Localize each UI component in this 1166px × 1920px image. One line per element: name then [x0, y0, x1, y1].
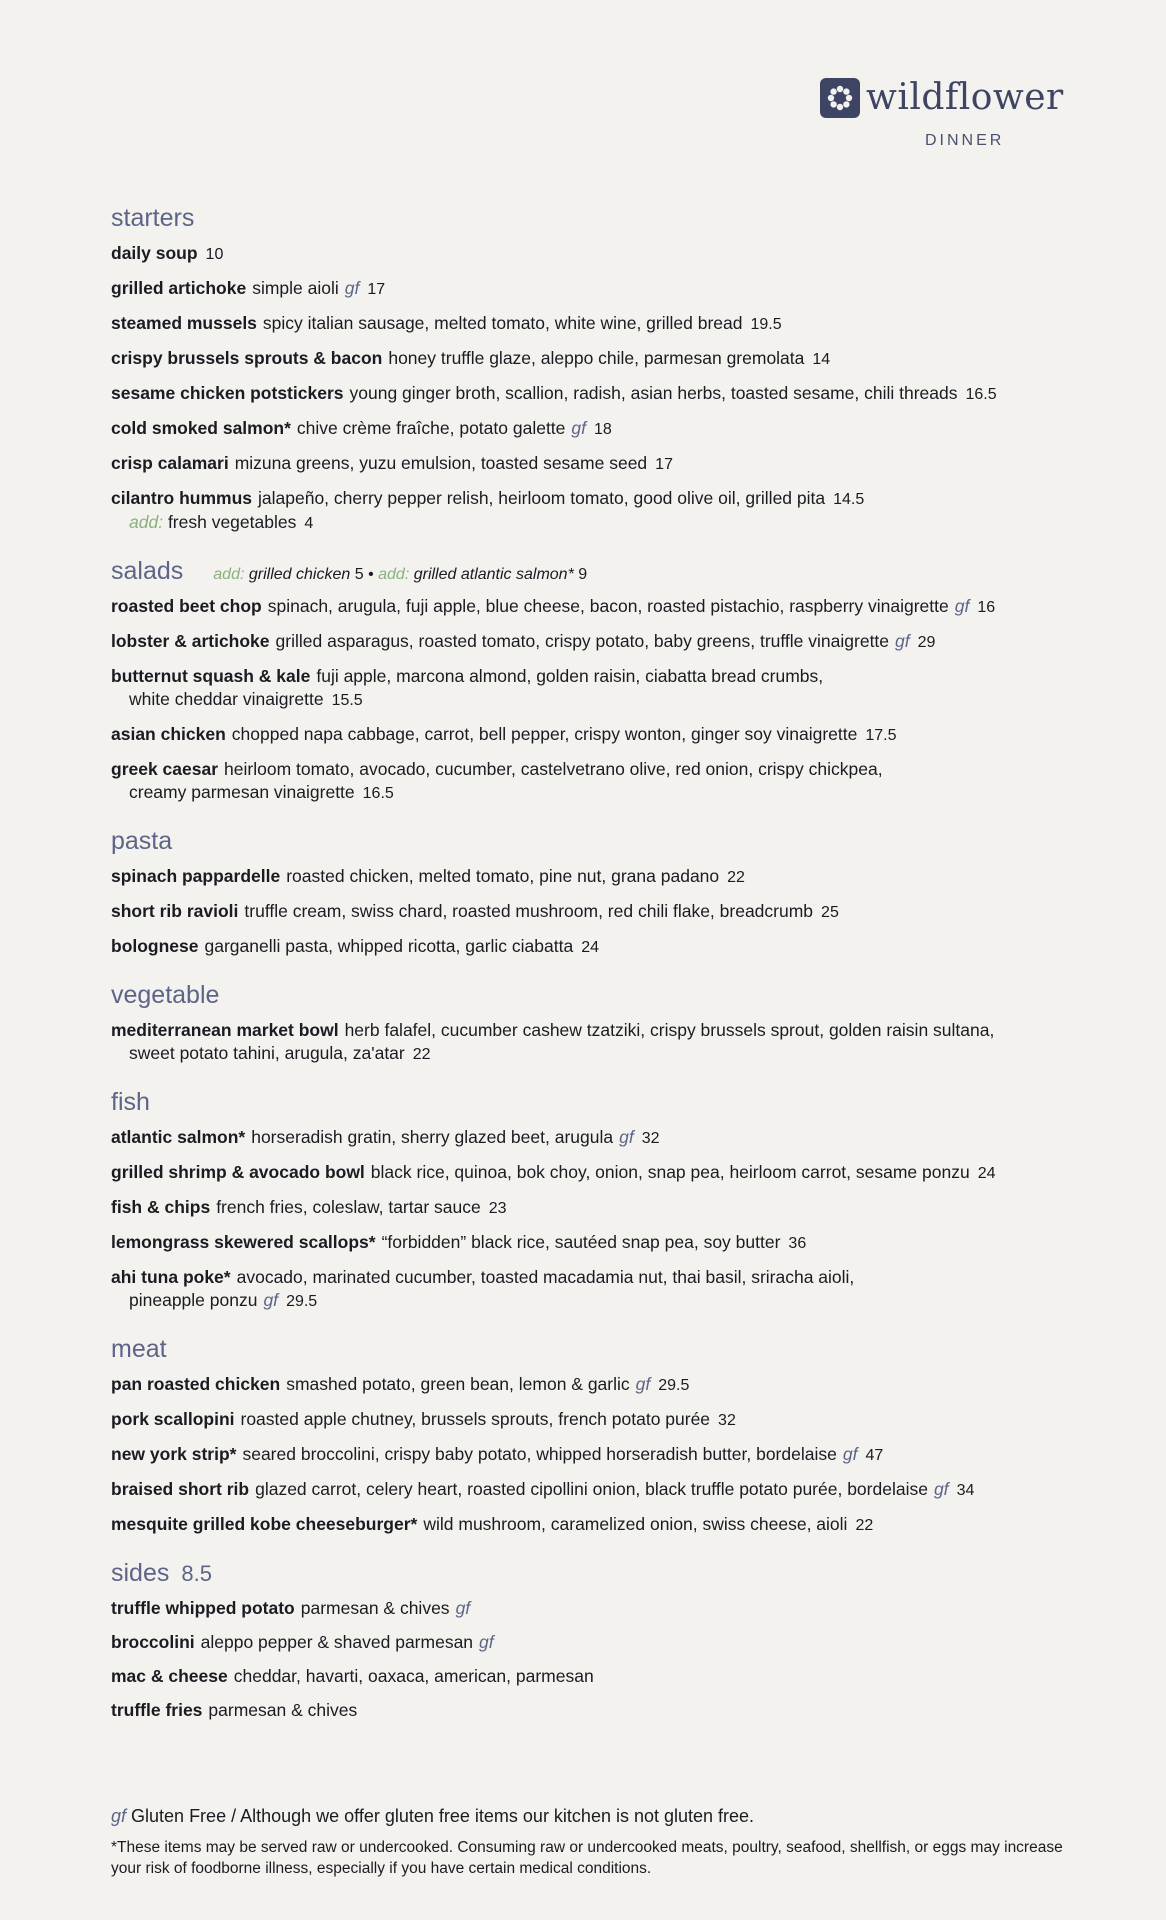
item-description-cont: sweet potato tahini, arugula, za'atar [129, 1043, 405, 1063]
item-description: garganelli pasta, whipped ricotta, garlic ciabatta [204, 936, 574, 956]
item-price: 47 [865, 1447, 884, 1464]
section-title: fish [111, 1088, 150, 1116]
gluten-free-mark: gf [895, 631, 910, 651]
brand-name: wildflower [866, 77, 1064, 118]
item-description: spicy italian sausage, melted tomato, white wine, grilled bread [262, 313, 743, 333]
menu-item [111, 630, 1111, 654]
item-price: 10 [205, 246, 224, 263]
add-on-price: 4 [304, 515, 314, 532]
menu-item [111, 595, 1111, 619]
menu-item [111, 417, 1111, 441]
item-name: mesquite grilled kobe cheeseburger* [111, 1514, 418, 1534]
menu-item [111, 382, 1111, 406]
item-name: daily soup [111, 243, 198, 263]
item-price: 14.5 [833, 491, 865, 508]
item-name: truffle whipped potato [111, 1598, 295, 1618]
item-name: ahi tuna poke* [111, 1267, 231, 1287]
section-title: meat [111, 1335, 167, 1363]
item-description: parmesan & chives [300, 1598, 450, 1618]
gluten-free-mark: gf [111, 1806, 127, 1826]
menu-item [111, 1408, 1111, 1432]
salad-add-ons [213, 566, 587, 584]
item-name: cold smoked salmon* [111, 418, 291, 438]
menu-item [111, 1019, 1111, 1066]
item-price: 19.5 [750, 316, 782, 333]
section-price: 8.5 [181, 1561, 212, 1586]
menu-item [111, 665, 1111, 712]
item-price: 14 [812, 351, 831, 368]
menu-item [111, 347, 1111, 371]
gluten-free-mark: gf [344, 278, 360, 298]
item-name: fish & chips [111, 1197, 211, 1217]
menu-subtitle: DINNER [925, 132, 1005, 149]
item-name: crispy brussels sprouts & bacon [111, 348, 383, 368]
item-name: truffle fries [111, 1700, 203, 1720]
item-description: wild mushroom, caramelized onion, swiss cheese, aioli [423, 1514, 848, 1534]
add-on-price: 9 [578, 566, 588, 583]
gluten-free-mark: gf [479, 1632, 494, 1652]
item-description: glazed carrot, celery heart, roasted cipollini onion, black truffle potato purée, bordelaise [255, 1479, 928, 1499]
menu-item [111, 900, 1111, 924]
item-price: 36 [788, 1235, 807, 1252]
menu-item [111, 452, 1111, 476]
menu-item [111, 487, 1111, 535]
raw-food-disclaimer: *These items may be served raw or undercooked. Consuming raw or undercooked meats, poultry, seafood, shellfish, or eggs may increase your risk of foodborne illness, especially if you have certain medical conditions. [111, 1839, 1063, 1877]
item-price: 24 [977, 1165, 996, 1182]
item-name: lobster & artichoke [111, 631, 270, 651]
item-description: chive crème fraîche, potato galette [296, 418, 566, 438]
item-price: 32 [718, 1412, 736, 1429]
item-description: young ginger broth, scallion, radish, asian herbs, toasted sesame, chili threads [349, 383, 958, 403]
item-price: 22 [855, 1517, 874, 1534]
item-name: short rib ravioli [111, 901, 239, 921]
section-salads [111, 553, 1111, 805]
menu-item [111, 1699, 1111, 1722]
menu-item [111, 758, 1111, 805]
item-description: roasted chicken, melted tomato, pine nut, grana padano [286, 866, 720, 886]
item-name: asian chicken [111, 724, 226, 744]
item-name: spinach pappardelle [111, 866, 281, 886]
item-price: 24 [581, 939, 600, 956]
item-name: grilled artichoke [111, 278, 247, 298]
menu-item [111, 277, 1111, 301]
add-on-line [111, 511, 1111, 535]
item-price: 18 [594, 421, 612, 438]
menu-item [111, 1196, 1111, 1220]
gluten-free-mark: gf [455, 1598, 471, 1618]
item-description: mizuna greens, yuzu emulsion, toasted sesame seed [234, 453, 648, 473]
gluten-free-mark: gf [571, 418, 587, 438]
item-description: spinach, arugula, fuji apple, blue cheese, bacon, roasted pistachio, raspberry vinaigrette [267, 596, 949, 616]
item-name: mediterranean market bowl [111, 1020, 339, 1040]
item-name: crisp calamari [111, 453, 229, 473]
section-title: salads [111, 557, 184, 585]
section-pasta [111, 823, 1111, 959]
menu-item [111, 865, 1111, 889]
item-name: pork scallopini [111, 1409, 235, 1429]
section-sides [111, 1555, 1111, 1722]
menu-item [111, 1443, 1111, 1467]
item-name: sesame chicken potstickers [111, 383, 344, 403]
gluten-free-mark: gf [263, 1290, 279, 1310]
item-price: 32 [641, 1130, 660, 1147]
item-price: 29.5 [286, 1293, 318, 1310]
section-meat [111, 1331, 1111, 1537]
menu-item [111, 1513, 1111, 1537]
menu-item [111, 935, 1111, 959]
wildflower-logo [820, 78, 1064, 118]
section-title: pasta [111, 827, 173, 855]
item-price: 17 [367, 281, 386, 298]
menu-item [111, 1231, 1111, 1255]
item-price: 29 [917, 634, 936, 651]
menu-item [111, 1478, 1111, 1502]
item-name: roasted beet chop [111, 596, 262, 616]
item-description-cont: pineapple ponzu [129, 1290, 258, 1310]
item-name: braised short rib [111, 1479, 250, 1499]
add-on-price: 5 [354, 566, 364, 583]
section-title: sides [111, 1559, 170, 1587]
item-description: smashed potato, green bean, lemon & garlic [286, 1374, 630, 1394]
item-name: new york strip* [111, 1444, 237, 1464]
item-price: 22 [412, 1046, 431, 1063]
menu-item [111, 1373, 1111, 1397]
item-description: jalapeño, cherry pepper relish, heirloom tomato, good olive oil, grilled pita [258, 488, 826, 508]
menu-item [111, 1631, 1111, 1654]
footer-notes [111, 1806, 1071, 1879]
menu-item [111, 1597, 1111, 1620]
menu-item [111, 1126, 1111, 1150]
item-name: atlantic salmon* [111, 1127, 246, 1147]
item-price: 16.5 [965, 386, 997, 403]
item-name: butternut squash & kale [111, 666, 311, 686]
item-price: 17 [655, 456, 673, 473]
section-title: starters [111, 204, 195, 232]
item-description: honey truffle glaze, aleppo chile, parmesan gremolata [388, 348, 805, 368]
item-name: steamed mussels [111, 313, 257, 333]
item-description: herb falafel, cucumber cashew tzatziki, crispy brussels sprout, golden raisin sultana, [344, 1020, 995, 1040]
section-title: vegetable [111, 981, 220, 1009]
gluten-free-note: gf Gluten Free / Although we offer gluten free items our kitchen is not gluten free. [111, 1806, 755, 1826]
add-on-text: grilled chicken [248, 566, 351, 583]
bullet: • [368, 566, 374, 583]
item-name: mac & cheese [111, 1666, 228, 1686]
item-description: parmesan & chives [208, 1700, 358, 1720]
item-price: 29.5 [658, 1377, 690, 1394]
item-name: pan roasted chicken [111, 1374, 281, 1394]
item-description: fuji apple, marcona almond, golden raisin, ciabatta bread crumbs, [316, 666, 824, 686]
add-label: add: [129, 512, 164, 532]
item-description-cont: creamy parmesan vinaigrette [129, 782, 355, 802]
menu-item [111, 1665, 1111, 1688]
section-fish [111, 1084, 1111, 1313]
item-description: “forbidden” black rice, sautéed snap pea, soy butter [381, 1232, 781, 1252]
gluten-free-mark: gf [842, 1444, 858, 1464]
item-description-cont: white cheddar vinaigrette [129, 689, 324, 709]
item-price: 25 [821, 904, 839, 921]
add-label: add: [213, 566, 245, 583]
gluten-free-mark: gf [954, 596, 970, 616]
gluten-free-mark: gf [635, 1374, 651, 1394]
item-price: 34 [956, 1482, 975, 1499]
item-price: 16.5 [362, 785, 394, 802]
item-description: french fries, coleslaw, tartar sauce [216, 1197, 481, 1217]
menu-item [111, 723, 1111, 747]
menu-item [111, 1266, 1111, 1313]
gluten-free-mark: gf [619, 1127, 634, 1147]
add-label: add: [378, 566, 410, 583]
item-name: lemongrass skewered scallops* [111, 1232, 376, 1252]
item-description: aleppo pepper & shaved parmesan [200, 1632, 474, 1652]
item-name: bolognese [111, 936, 199, 956]
item-description: seared broccolini, crispy baby potato, whipped horseradish butter, bordelaise [242, 1444, 837, 1464]
add-on-text: grilled atlantic salmon* [413, 566, 574, 583]
flower-icon [820, 78, 860, 118]
item-name: grilled shrimp & avocado bowl [111, 1162, 365, 1182]
menu [111, 200, 1111, 1740]
item-description: chopped napa cabbage, carrot, bell pepper, crispy wonton, ginger soy vinaigrette [231, 724, 858, 744]
item-name: broccolini [111, 1632, 195, 1652]
item-description: simple aioli [252, 278, 339, 298]
item-description: horseradish gratin, sherry glazed beet, arugula [251, 1127, 614, 1147]
item-price: 15.5 [331, 692, 363, 709]
item-name: cilantro hummus [111, 488, 252, 508]
item-price: 22 [727, 869, 745, 886]
section-vegetable [111, 977, 1111, 1066]
menu-item [111, 312, 1111, 336]
menu-item [111, 1161, 1111, 1185]
item-price: 17.5 [865, 727, 897, 744]
item-description: cheddar, havarti, oaxaca, american, parmesan [233, 1666, 594, 1686]
item-description: grilled asparagus, roasted tomato, crispy potato, baby greens, truffle vinaigrette [275, 631, 890, 651]
item-price: 23 [488, 1200, 507, 1217]
section-starters [111, 200, 1111, 535]
item-description: heirloom tomato, avocado, cucumber, castelvetrano olive, red onion, crispy chickpea, [224, 759, 883, 779]
item-description: avocado, marinated cucumber, toasted macadamia nut, thai basil, sriracha aioli, [236, 1267, 855, 1287]
item-description: roasted apple chutney, brussels sprouts, french potato purée [240, 1409, 711, 1429]
item-description: truffle cream, swiss chard, roasted mushroom, red chili flake, breadcrumb [244, 901, 814, 921]
add-on-text: fresh vegetables [167, 512, 297, 532]
gluten-free-mark: gf [933, 1479, 949, 1499]
menu-item [111, 242, 1111, 266]
item-description: black rice, quinoa, bok choy, onion, snap pea, heirloom carrot, sesame ponzu [370, 1162, 970, 1182]
item-price: 16 [977, 599, 996, 616]
item-name: greek caesar [111, 759, 219, 779]
